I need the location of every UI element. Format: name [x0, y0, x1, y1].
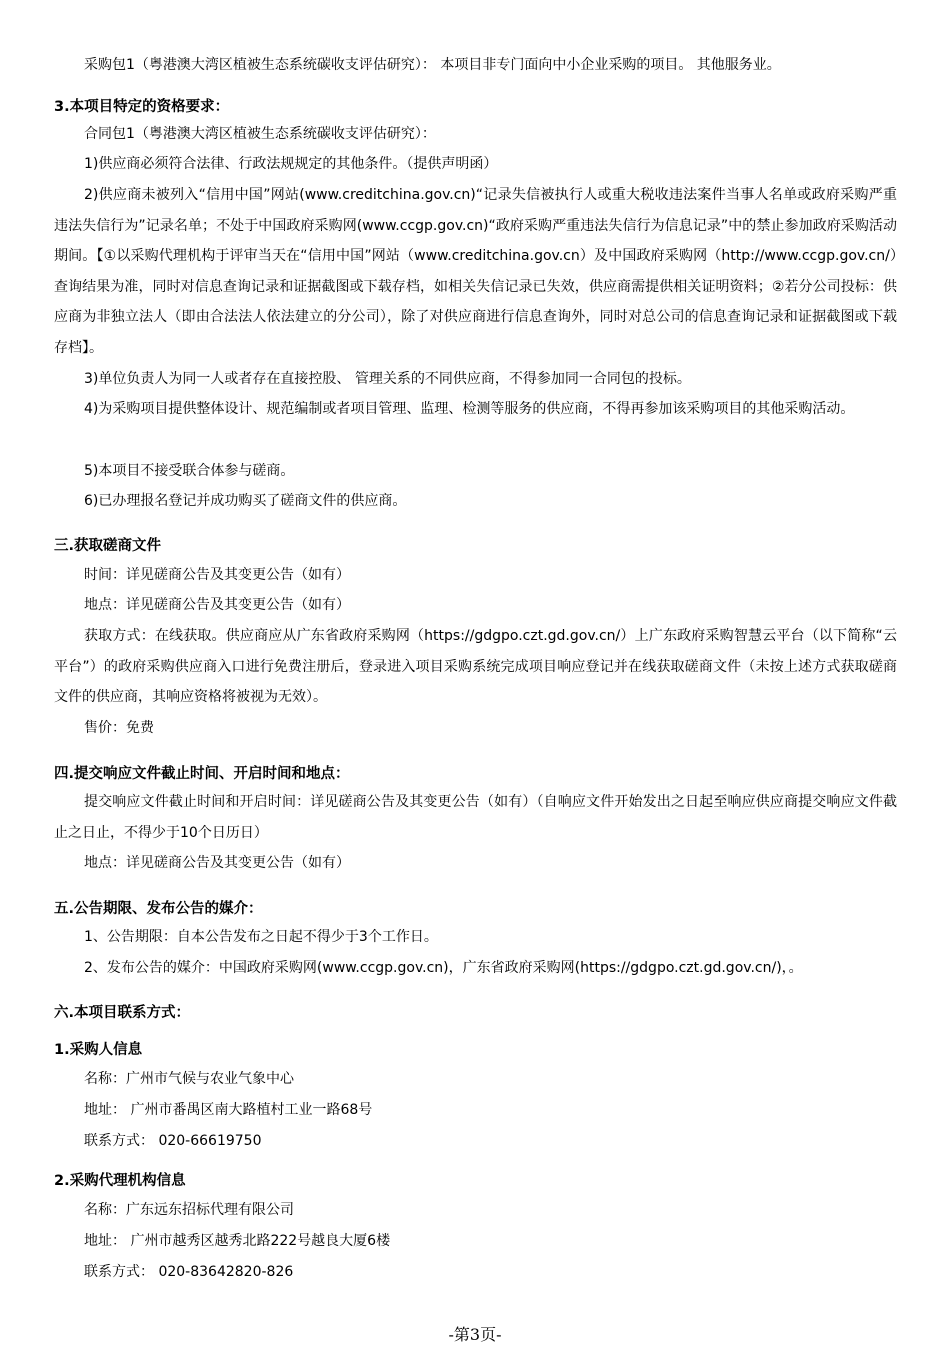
page-number: -第3页-	[448, 1325, 502, 1344]
requirement-2: 2)供应商未被列入“信用中国”网站(www.creditchina.gov.cn)“记录失信被执行人或重大税收违法案件当事人名单或政府采购严重违法失信行为”记录名单；不处于中国政府采购网(www.ccgp.gov.cn)“政府采购严重违法失信行为信息记录”中的禁止参加政府采购活动期间。【①以采购代理机构于评审当天在“信用中国”网站（www.creditchina.gov.cn）及中国政府采购网（http://www.ccgp.gov.cn/）查询结果为准，同时对信息查询记录和证据截图或下载存档，如相关失信记录已失效，供应商需提供相关证明资料；②若分公司投标：供应商为非独立法人（即由合法法人依法建立的分公司），除了对供应商进行信息查询外，同时对总公司的信息查询记录和证据截图或下载存档】。	[54, 187, 897, 356]
submit-deadline: 提交响应文件截止时间和开启时间：详见磋商公告及其变更公告（如有）（自响应文件开始发出之日起至响应供应商提交响应文件截止之日止，不得少于10个日历日）	[54, 794, 897, 841]
requirement-4: 4)为采购项目提供整体设计、规范编制或者项目管理、监理、检测等服务的供应商，不得再参加该采购项目的其他采购活动。	[84, 401, 855, 417]
agent-phone: 联系方式： 020-83642820-826	[84, 1264, 294, 1280]
buyer-name: 名称：广州市气候与农业气象中心	[84, 1071, 294, 1087]
agent-address: 地址： 广州市越秀区越秀北路222号越良大厦6楼	[84, 1233, 391, 1249]
notice-period: 1、公告期限：自本公告发布之日起不得少于3个工作日。	[84, 929, 438, 945]
contract-package: 合同包1（粤港澳大湾区植被生态系统碳收支评估研究）：	[84, 126, 436, 142]
requirement-3: 3)单位负责人为同一人或者存在直接控股、 管理关系的不同供应商，不得参加同一合同包的投标。	[84, 371, 691, 387]
buyer-phone: 联系方式： 020-66619750	[84, 1133, 262, 1149]
requirement-6: 6)已办理报名登记并成功购买了磋商文件的供应商。	[84, 493, 407, 509]
notice-media: 2、发布公告的媒介：中国政府采购网(www.ccgp.gov.cn)，广东省政府采购网(https://gdgpo.czt.gd.gov.cn/)，。	[84, 960, 803, 976]
agent-name: 名称：广东远东招标代理有限公司	[84, 1202, 294, 1218]
section-3-title: 3.本项目特定的资格要求：	[54, 99, 230, 115]
submit-place: 地点：详见磋商公告及其变更公告（如有）	[84, 855, 350, 871]
obtain-time: 时间：详见磋商公告及其变更公告（如有）	[84, 567, 350, 583]
section-notice-title: 五.公告期限、发布公告的媒介：	[54, 901, 263, 917]
section-submit-title: 四.提交响应文件截止时间、开启时间和地点：	[54, 766, 350, 782]
section-contact-title: 六.本项目联系方式：	[54, 1005, 191, 1021]
obtain-price: 售价：免费	[84, 720, 154, 736]
obtain-method: 获取方式：在线获取。供应商应从广东省政府采购网（https://gdgpo.czt.gd.gov.cn/）上广东政府采购智慧云平台（以下简称“云平台”）的政府采购供应商入口进行免费注册后，登录进入项目采购系统完成项目响应登记并在线获取磋商文件（未按上述方式获取磋商文件的供应商，其响应资格将被视为无效）。	[54, 628, 897, 705]
package-info: 采购包1（粤港澳大湾区植被生态系统碳收支评估研究）： 本项目非专门面向中小企业采购的项目。 其他服务业。	[84, 57, 781, 73]
buyer-info-title: 1.采购人信息	[54, 1042, 143, 1058]
section-obtain-title: 三.获取磋商文件	[54, 538, 162, 554]
agent-info-title: 2.采购代理机构信息	[54, 1173, 186, 1189]
buyer-address: 地址： 广州市番禺区南大路植村工业一路68号	[84, 1102, 373, 1118]
requirement-5: 5)本项目不接受联合体参与磋商。	[84, 463, 295, 479]
requirement-1: 1)供应商必须符合法律、行政法规规定的其他条件。（提供声明函）	[84, 156, 498, 172]
obtain-place: 地点：详见磋商公告及其变更公告（如有）	[84, 597, 350, 613]
